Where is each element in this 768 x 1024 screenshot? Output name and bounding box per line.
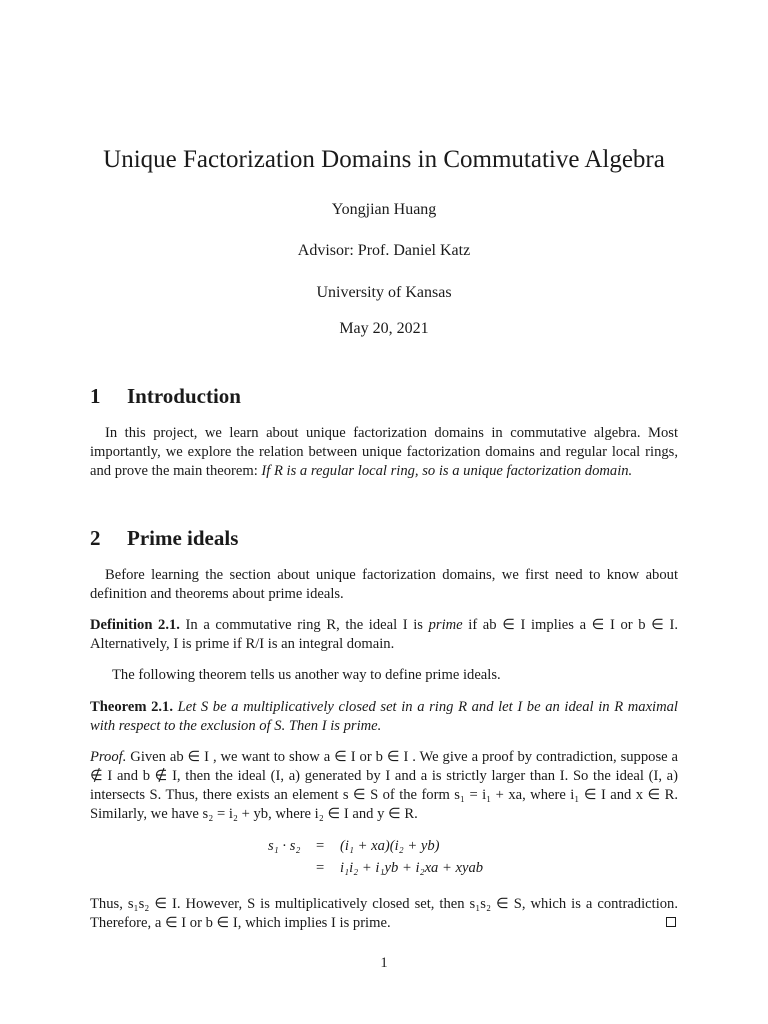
section-number: 2 bbox=[90, 526, 101, 550]
university-line: University of Kansas bbox=[316, 284, 452, 301]
conclusion-paragraph: Thus, s₁s₂ ∈ I. However, S is multiplicatively closed set, then s₁s₂ ∈ S, which is a contradiction. Therefore, a ∈ I or b ∈ I, which implies I is prime. bbox=[90, 896, 678, 931]
definition-label: Definition 2.1. bbox=[90, 617, 180, 633]
section2-intro-paragraph: Before learning the section about unique factorization domains, we first need to know about definition and theorems about prime ideals. bbox=[90, 567, 678, 602]
advisor-line: Advisor: Prof. Daniel Katz bbox=[297, 242, 471, 259]
definition-text-b: if ab ∈ I implies a ∈ I or b ∈ I. Alternatively, I is prime if R/I is an integral domain. bbox=[90, 617, 678, 652]
qed-square-icon bbox=[666, 917, 676, 927]
following-paragraph: The following theorem tells us another way to define prime ideals. bbox=[112, 667, 501, 683]
equation-equals: = bbox=[316, 838, 325, 854]
equation-line-1 bbox=[0, 838, 768, 858]
intro-text: In this project, we learn about unique factorization domains in commutative algebra. Most importantly, we explore the relation between unique factorization domains and regular local rings, and prove the main theorem: bbox=[90, 425, 678, 479]
section-heading-introduction bbox=[90, 384, 241, 409]
definition-term: prime bbox=[428, 617, 463, 633]
proof-text: Given ab ∈ I , we want to show a ∈ I or b ∈ I . We give a proof by contradiction, suppose a ∉ I and b ∉ I, then the ideal (I, a) generated by I and a is strictly larger than I. So the ideal (I, a) intersects S. Thus, there exists an element s ∈ S of the form s₁ = i₁ + xa, where i₁ ∈ I and x ∈ R. Similarly, we have s₂ = i₂ + yb, where i₂ ∈ I and y ∈ R. bbox=[90, 749, 678, 822]
theorem-text: Let S be a multiplicatively closed set in a ring R and let I be an ideal in R maximal with respect to the exclusion of S. Then I is prime. bbox=[90, 699, 678, 734]
equation-rhs-2: i₁i₂ + i₁yb + i₂xa + xyab bbox=[340, 860, 484, 876]
section-number: 1 bbox=[90, 384, 101, 408]
introduction-paragraph bbox=[90, 424, 678, 481]
page-number: 1 bbox=[380, 955, 388, 971]
main-theorem-statement: If R is a regular local ring, so is a unique factorization domain. bbox=[261, 463, 633, 479]
equation-equals: = bbox=[316, 860, 325, 876]
definition-text-a: In a commutative ring R, the ideal I is bbox=[179, 617, 429, 633]
proof-block bbox=[90, 748, 678, 824]
definition-block bbox=[90, 616, 678, 654]
section-heading-prime-ideals bbox=[90, 526, 238, 551]
equation-rhs-1: (i₁ + xa)(i₂ + yb) bbox=[340, 838, 440, 854]
theorem-label: Theorem 2.1. bbox=[90, 699, 173, 715]
section-title: Prime ideals bbox=[127, 526, 239, 550]
paper-title: Unique Factorization Domains in Commutative Algebra bbox=[103, 146, 665, 173]
section-title: Introduction bbox=[127, 384, 241, 408]
author-name: Yongjian Huang bbox=[331, 201, 437, 218]
date-line: May 20, 2021 bbox=[339, 320, 429, 337]
equation-line-2 bbox=[0, 860, 768, 880]
theorem-block bbox=[90, 698, 678, 736]
equation-lhs: s₁ · s₂ bbox=[268, 838, 301, 854]
proof-label: Proof. bbox=[90, 749, 127, 765]
